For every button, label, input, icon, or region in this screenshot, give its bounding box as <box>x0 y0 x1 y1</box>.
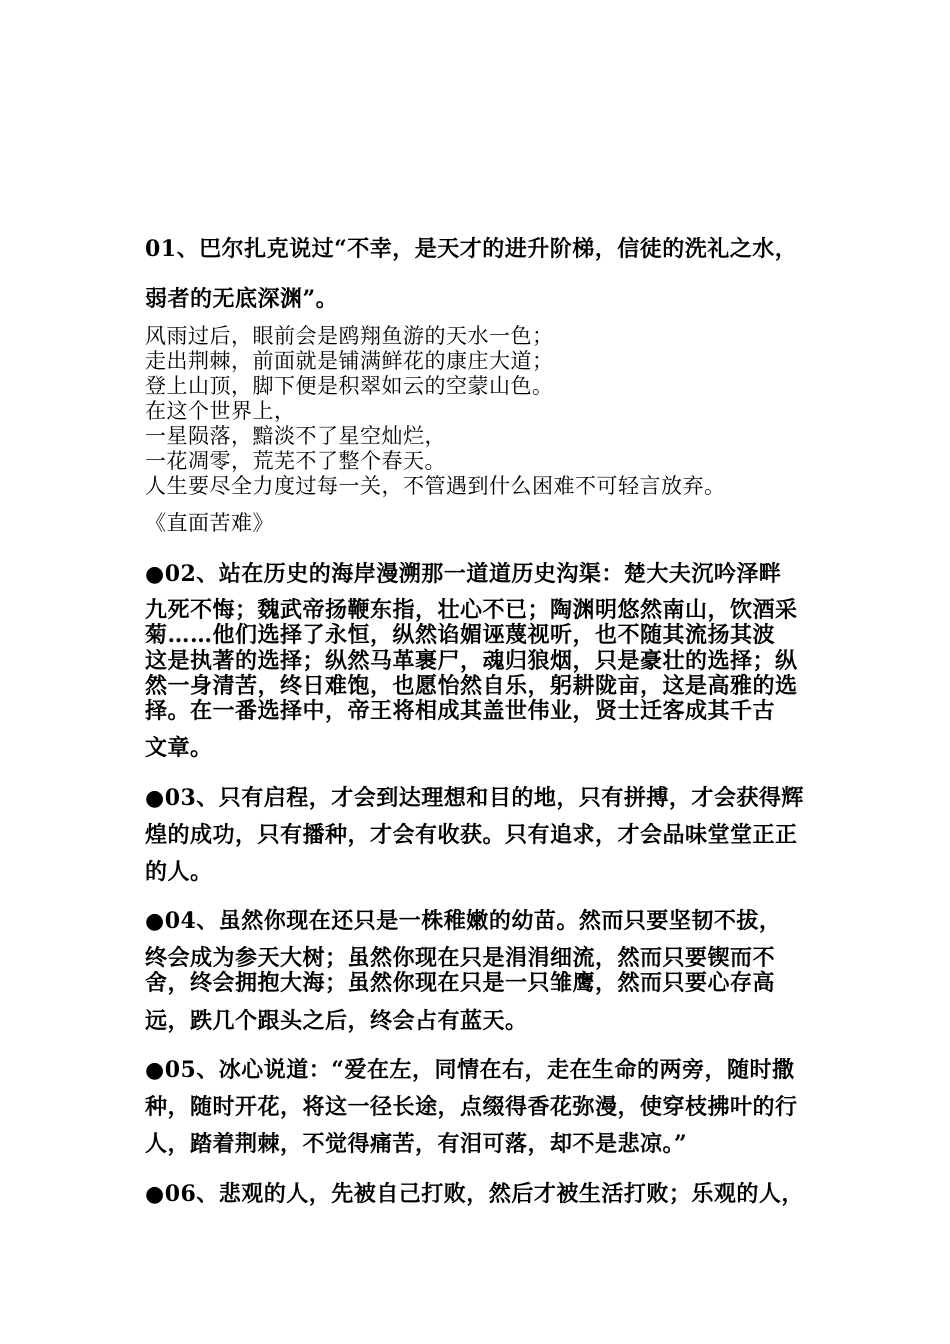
paragraph-06-line: ●06、悲观的人，先被自己打败，然后才被生活打败；乐观的人， <box>145 1181 804 1207</box>
paragraph-02-line: 择。在一番选择中，帝王将相成其盖世伟业，贤士迁客成其千古 <box>145 698 776 724</box>
paragraph-02-line: 九死不悔；魏武帝扬鞭东指，壮心不已；陶渊明悠然南山，饮酒采 <box>145 597 798 623</box>
paragraph-04-line: 远，跌几个跟头之后，终会占有蓝天。 <box>145 1008 528 1034</box>
poem-line: 登上山顶，脚下便是积翠如云的空蒙山色。 <box>145 374 554 398</box>
paragraph-04-line: 舍，终会拥抱大海；虽然你现在只是一只雏鹰，然而只要心存高 <box>145 970 776 996</box>
paragraph-04-line: ●04、虽然你现在还只是一株稚嫩的幼苗。然而只要坚韧不拔， <box>145 908 782 934</box>
poem-line: 一花凋零，荒芜不了整个春天。 <box>145 449 446 473</box>
paragraph-04-line: 终会成为参天大树；虽然你现在只是涓涓细流，然而只要锲而不 <box>145 945 776 971</box>
paragraph-01-line: 01、巴尔扎克说过“不幸，是天才的进升阶梯，信徒的洗礼之水， <box>145 236 798 262</box>
paragraph-02-line: 这是执著的选择；纵然马革裹尸，魂归狼烟，只是豪壮的选择；纵 <box>145 648 798 674</box>
paragraph-05-line: 人，踏着荆棘，不觉得痛苦，有泪可落，却不是悲凉。” <box>145 1131 688 1157</box>
paragraph-02-line: ●02、站在历史的海岸漫溯那一道道历史沟渠：楚大夫沉吟泽畔 <box>145 561 782 587</box>
paragraph-03-line: 煌的成功，只有播种，才会有收获。只有追求，才会品味堂堂正正 <box>145 822 798 848</box>
paragraph-02-line: 然一身清苦，终日难饱，也愿怡然自乐，躬耕陇亩，这是高雅的选 <box>145 673 798 699</box>
paragraph-03-line: ●03、只有启程，才会到达理想和目的地，只有拼搏，才会获得辉 <box>145 785 804 811</box>
poem-line: 走出荆棘，前面就是铺满鲜花的康庄大道； <box>145 349 554 373</box>
paragraph-05-line: ●05、冰心说道：“爱在左，同情在右，走在生命的两旁，随时撒 <box>145 1057 795 1083</box>
poem-line: 风雨过后，眼前会是鸥翔鱼游的天水一色； <box>145 324 554 348</box>
paragraph-01-line: 弱者的无底深渊”。 <box>145 286 339 312</box>
paragraph-03-line: 的人。 <box>145 859 213 885</box>
paragraph-02-line: 文章。 <box>145 735 213 761</box>
paragraph-05-line: 种，随时开花，将这一径长途，点缀得香花弥漫，使穿枝拂叶的行 <box>145 1094 798 1120</box>
poem-line: 在这个世界上， <box>145 399 296 423</box>
paragraph-02-line: 菊……他们选择了永恒，纵然谄媚诬蔑视听，也不随其流扬其波 <box>145 622 776 648</box>
poem-line: 人生要尽全力度过每一关，不管遇到什么困难不可轻言放弃。 <box>145 474 726 498</box>
poem-title: 《直面苦难》 <box>145 511 274 535</box>
poem-line: 一星陨落，黯淡不了星空灿烂， <box>145 424 446 448</box>
